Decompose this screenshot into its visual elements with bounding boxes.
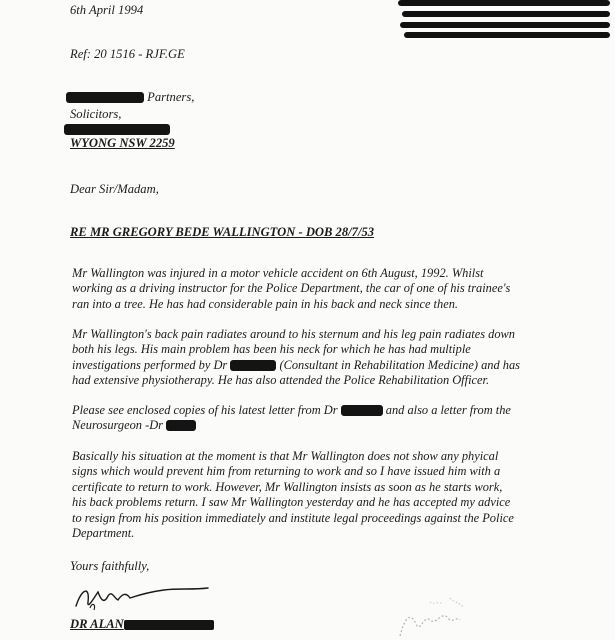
signature-scribble — [68, 578, 228, 618]
signatory-name: DR ALAN — [70, 616, 214, 633]
redacted-doctor-name — [341, 405, 383, 416]
faint-stamp-marks — [390, 590, 500, 640]
letter-date: 6th April 1994 — [70, 3, 144, 17]
recipient-suburb: WYONG NSW 2259 — [70, 136, 175, 150]
paragraph-4: Basically his situation at the moment is that Mr Wallington does not show any phyical signs which would prevent him from returning to work and so I have issued him with a certificate to return to work. However, Mr Wallington insists as soon as he starts work, his back problems return. I saw Mr Wallington yesterday and he has accepted my advice to resign from his position immediately and institute legal proceedings against the Police Department. — [72, 449, 514, 541]
redacted-street-address — [64, 124, 170, 135]
redacted-consultant-name — [230, 360, 276, 371]
paragraph-3-line-2: Neurosurgeon -Dr — [72, 418, 562, 433]
redacted-firm-name — [66, 92, 144, 103]
paragraph-2: Mr Wallington's back pain radiates around to his sternum and his leg pain radiates down both his legs. His main problem has been his neck for which he has had multiple investigations performed by Dr (Consultant in Rehabilitation Medicine) and has had extensive physiotherapy. He has also attended the Police Rehabilitation Officer. — [72, 327, 562, 389]
paragraph-3 — [72, 403, 562, 434]
salutation: Dear Sir/Madam, — [70, 182, 159, 196]
paragraph-3-line-1: Please see enclosed copies of his latest letter from Dr and also a letter from the — [72, 403, 511, 417]
paragraph-1: Mr Wallington was injured in a motor vehicle accident on 6th August, 1992. Whilst working as a driving instructor for the Police Department, the car of one of his trainee's ran into a tree. He has had considerable pain in his back and neck since then. — [72, 266, 511, 311]
subject-line: RE MR GREGORY BEDE WALLINGTON - DOB 28/7/53 — [70, 225, 375, 239]
recipient-firm-suffix: Partners, — [147, 90, 195, 104]
recipient-line-2: Solicitors, — [70, 107, 122, 121]
paragraph-2-line-3: investigations performed by Dr (Consultant in Rehabilitation Medicine) and has — [72, 357, 520, 372]
redacted-surname — [124, 620, 214, 630]
recipient-line-1 — [66, 89, 194, 106]
reference-number: Ref: 20 1516 - RJF.GE — [70, 47, 185, 61]
redacted-neurosurgeon-name — [166, 420, 196, 431]
closing: Yours faithfully, — [70, 559, 150, 573]
